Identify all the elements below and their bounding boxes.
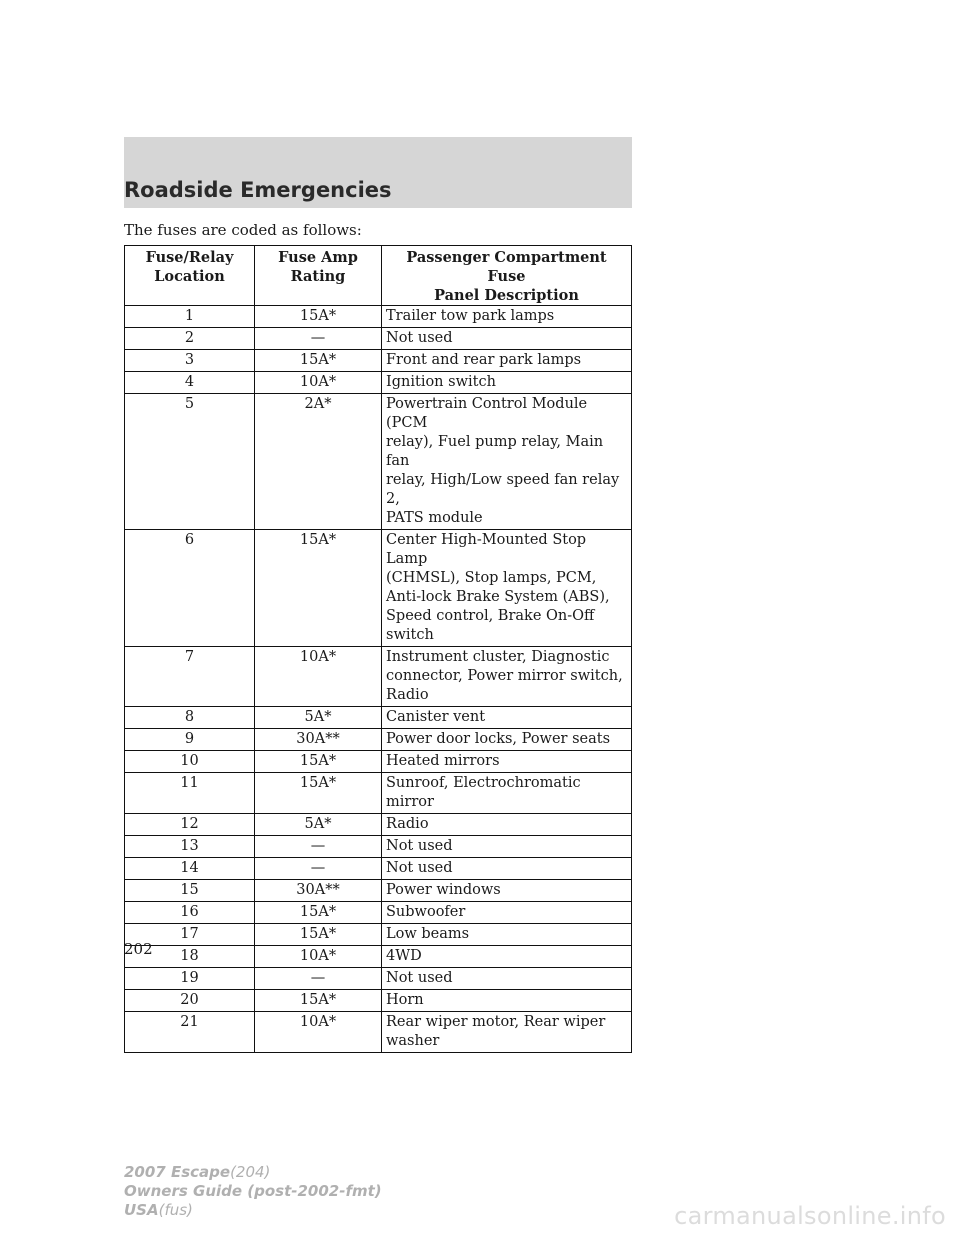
table-row (125, 858, 632, 880)
description-line: washer (386, 1033, 440, 1049)
cell-location: 18 (125, 946, 255, 968)
description-line: Power door locks, Power seats (386, 731, 611, 747)
cell-description (382, 1012, 632, 1053)
cell-location: 5 (125, 394, 255, 530)
cell-location: 7 (125, 647, 255, 707)
cell-description (382, 902, 632, 924)
cell-amp-rating: 10A* (255, 946, 382, 968)
cell-location: 19 (125, 968, 255, 990)
cell-location: 8 (125, 707, 255, 729)
table-row (125, 924, 632, 946)
table-header-row (125, 246, 632, 306)
table-row (125, 968, 632, 990)
description-line: Radio (386, 816, 429, 832)
footer-line-2: Owners Guide (post-2002-fmt) (124, 1182, 382, 1200)
description-line: Heated mirrors (386, 753, 500, 769)
description-line: Trailer tow park lamps (386, 308, 555, 324)
header-description: Passenger Compartment Fuse Panel Description (382, 246, 632, 306)
description-line: Powertrain Control Module (PCM (386, 396, 588, 431)
cell-description (382, 350, 632, 372)
fuse-table (124, 245, 632, 1053)
description-line: Canister vent (386, 709, 486, 725)
cell-amp-rating: 10A* (255, 372, 382, 394)
cell-location: 15 (125, 880, 255, 902)
cell-amp-rating: — (255, 328, 382, 350)
description-line: Rear wiper motor, Rear wiper (386, 1014, 606, 1030)
description-line: Radio (386, 687, 429, 703)
cell-amp-rating: 15A* (255, 902, 382, 924)
description-line: Not used (386, 860, 453, 876)
document-footer (124, 1163, 382, 1220)
cell-description (382, 530, 632, 647)
table-row (125, 751, 632, 773)
cell-description (382, 814, 632, 836)
cell-amp-rating: 15A* (255, 773, 382, 814)
table-row (125, 350, 632, 372)
table-row (125, 946, 632, 968)
cell-description (382, 647, 632, 707)
cell-description (382, 858, 632, 880)
cell-amp-rating: 2A* (255, 394, 382, 530)
description-line: Low beams (386, 926, 470, 942)
cell-location: 1 (125, 306, 255, 328)
description-line: Not used (386, 838, 453, 854)
cell-amp-rating: 15A* (255, 530, 382, 647)
cell-location: 6 (125, 530, 255, 647)
table-row (125, 773, 632, 814)
intro-text: The fuses are coded as follows: (124, 221, 362, 239)
cell-location: 4 (125, 372, 255, 394)
cell-location: 10 (125, 751, 255, 773)
description-line: switch (386, 627, 434, 643)
cell-description (382, 306, 632, 328)
description-line: Ignition switch (386, 374, 496, 390)
cell-location: 13 (125, 836, 255, 858)
table-row (125, 372, 632, 394)
cell-amp-rating: 5A* (255, 814, 382, 836)
cell-description (382, 990, 632, 1012)
description-line: relay, High/Low speed fan relay 2, (386, 472, 620, 507)
cell-amp-rating: 15A* (255, 990, 382, 1012)
cell-description (382, 968, 632, 990)
description-line: Anti-lock Brake System (ABS), (386, 589, 610, 605)
description-line: Front and rear park lamps (386, 352, 582, 368)
page-number: 202 (124, 940, 153, 958)
cell-amp-rating: 15A* (255, 306, 382, 328)
footer-line-3: USA(fus) (124, 1201, 193, 1219)
description-line: Speed control, Brake On-Off (386, 608, 595, 624)
description-line: Horn (386, 992, 424, 1008)
cell-location: 20 (125, 990, 255, 1012)
table-row (125, 1012, 632, 1053)
description-line: relay), Fuel pump relay, Main fan (386, 434, 604, 469)
cell-location: 11 (125, 773, 255, 814)
table-row (125, 647, 632, 707)
cell-location: 21 (125, 1012, 255, 1053)
cell-amp-rating: 10A* (255, 647, 382, 707)
table-row (125, 880, 632, 902)
cell-amp-rating: 5A* (255, 707, 382, 729)
description-line: Subwoofer (386, 904, 466, 920)
cell-location: 3 (125, 350, 255, 372)
footer-line-1: 2007 Escape(204) (124, 1163, 271, 1181)
cell-amp-rating: 15A* (255, 350, 382, 372)
table-row (125, 530, 632, 647)
header-amp-rating: Fuse Amp Rating (255, 246, 382, 306)
table-row (125, 814, 632, 836)
description-line: Not used (386, 970, 453, 986)
section-header-band (124, 137, 632, 208)
cell-description (382, 372, 632, 394)
cell-amp-rating: 30A** (255, 880, 382, 902)
table-row (125, 990, 632, 1012)
cell-location: 17 (125, 924, 255, 946)
cell-description (382, 836, 632, 858)
cell-description (382, 880, 632, 902)
table-row (125, 394, 632, 530)
table-row (125, 729, 632, 751)
cell-description (382, 707, 632, 729)
cell-description (382, 946, 632, 968)
table-row (125, 902, 632, 924)
table-row (125, 707, 632, 729)
cell-location: 2 (125, 328, 255, 350)
cell-amp-rating: 15A* (255, 924, 382, 946)
cell-description (382, 751, 632, 773)
description-line: Sunroof, Electrochromatic mirror (386, 775, 581, 810)
cell-description (382, 328, 632, 350)
description-line: Power windows (386, 882, 501, 898)
cell-location: 16 (125, 902, 255, 924)
description-line: connector, Power mirror switch, (386, 668, 623, 684)
cell-location: 9 (125, 729, 255, 751)
cell-amp-rating: — (255, 858, 382, 880)
table-row (125, 306, 632, 328)
description-line: 4WD (386, 948, 422, 964)
description-line: (CHMSL), Stop lamps, PCM, (386, 570, 597, 586)
cell-location: 12 (125, 814, 255, 836)
cell-amp-rating: — (255, 968, 382, 990)
cell-amp-rating: — (255, 836, 382, 858)
cell-description (382, 924, 632, 946)
table-row (125, 836, 632, 858)
cell-amp-rating: 15A* (255, 751, 382, 773)
description-line: Instrument cluster, Diagnostic (386, 649, 610, 665)
cell-description (382, 394, 632, 530)
table-row (125, 328, 632, 350)
cell-amp-rating: 10A* (255, 1012, 382, 1053)
table-body (125, 306, 632, 1053)
description-line: Center High-Mounted Stop Lamp (386, 532, 587, 567)
cell-description (382, 729, 632, 751)
watermark: carmanualsonline.info (674, 1202, 946, 1230)
description-line: Not used (386, 330, 453, 346)
description-line: PATS module (386, 510, 483, 526)
cell-description (382, 773, 632, 814)
cell-location: 14 (125, 858, 255, 880)
cell-amp-rating: 30A** (255, 729, 382, 751)
header-location: Fuse/Relay Location (125, 246, 255, 306)
section-title: Roadside Emergencies (124, 178, 392, 202)
